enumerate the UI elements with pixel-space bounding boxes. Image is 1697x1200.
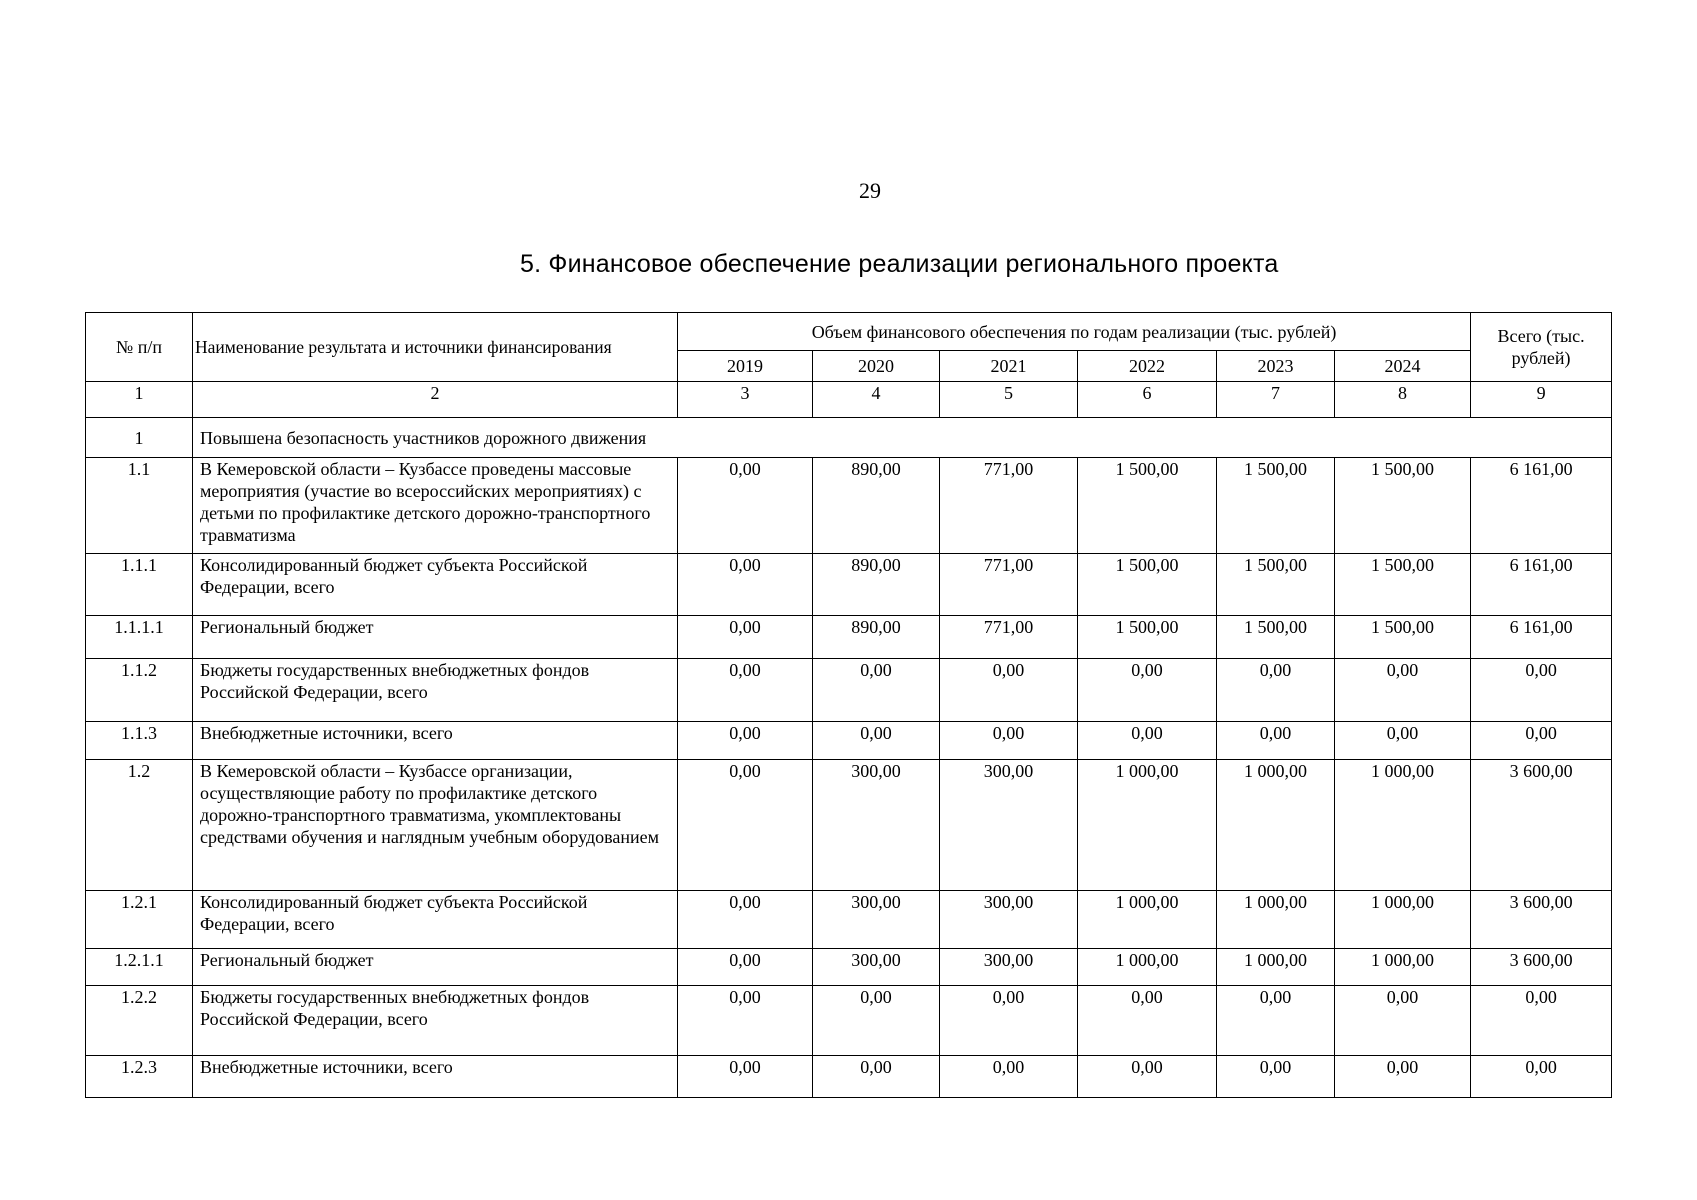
row-value: 1 500,00: [1078, 616, 1217, 659]
column-number: 5: [940, 382, 1078, 418]
row-value: 1 500,00: [1335, 554, 1471, 616]
section-name: Повышена безопасность участников дорожного движения: [193, 418, 1612, 458]
table-row: [86, 949, 1612, 986]
row-num: 1.1.1.1: [86, 616, 193, 659]
row-value: 1 500,00: [1335, 616, 1471, 659]
row-value: 0,00: [678, 949, 813, 986]
row-value: 0,00: [1217, 659, 1335, 722]
row-num: 1.1: [86, 458, 193, 554]
row-value: 0,00: [1078, 659, 1217, 722]
row-num: 1.1.3: [86, 722, 193, 760]
table-row: [86, 722, 1612, 760]
table-row: [86, 760, 1612, 891]
table-row: [86, 554, 1612, 616]
table-row: [86, 616, 1612, 659]
column-numbers-row: [86, 382, 1612, 418]
table-row: [86, 458, 1612, 554]
row-value: 0,00: [940, 659, 1078, 722]
section-title: 5. Финансовое обеспечение реализации регионального проекта: [520, 250, 1279, 278]
header-num: № п/п: [86, 313, 193, 382]
table-row: [86, 986, 1612, 1056]
row-num: 1.2.1.1: [86, 949, 193, 986]
column-number: 8: [1335, 382, 1471, 418]
column-number: 2: [193, 382, 678, 418]
row-value: 771,00: [940, 458, 1078, 554]
row-value: 890,00: [813, 616, 940, 659]
row-name: Консолидированный бюджет субъекта Российской Федерации, всего: [193, 891, 678, 949]
column-number: 3: [678, 382, 813, 418]
row-name: Региональный бюджет: [193, 949, 678, 986]
row-value: 0,00: [678, 722, 813, 760]
header-volume: Объем финансового обеспечения по годам реализации (тыс. рублей): [678, 313, 1471, 351]
row-value: 0,00: [940, 1056, 1078, 1098]
row-value: 0,00: [1078, 722, 1217, 760]
section-row: [86, 418, 1612, 458]
row-value: 1 000,00: [1217, 949, 1335, 986]
row-value: 0,00: [1078, 1056, 1217, 1098]
row-value: 1 000,00: [1078, 891, 1217, 949]
row-value: 1 500,00: [1217, 616, 1335, 659]
row-name: Бюджеты государственных внебюджетных фондов Российской Федерации, всего: [193, 986, 678, 1056]
row-value: 300,00: [813, 760, 940, 891]
row-name: Внебюджетные источники, всего: [193, 1056, 678, 1098]
header-year: 2020: [813, 351, 940, 382]
header-year: 2021: [940, 351, 1078, 382]
row-value: 1 000,00: [1335, 760, 1471, 891]
column-number: 9: [1471, 382, 1612, 418]
row-value: 1 500,00: [1078, 458, 1217, 554]
row-value: 0,00: [1335, 659, 1471, 722]
row-total: 3 600,00: [1471, 760, 1612, 891]
row-value: 1 000,00: [1335, 891, 1471, 949]
row-total: 0,00: [1471, 659, 1612, 722]
row-value: 1 500,00: [1078, 554, 1217, 616]
row-value: 0,00: [813, 722, 940, 760]
row-value: 1 000,00: [1217, 891, 1335, 949]
row-name: Бюджеты государственных внебюджетных фондов Российской Федерации, всего: [193, 659, 678, 722]
header-row-1: [86, 313, 1612, 351]
row-value: 1 000,00: [1078, 949, 1217, 986]
row-value: 0,00: [678, 616, 813, 659]
row-value: 300,00: [813, 949, 940, 986]
row-total: 6 161,00: [1471, 458, 1612, 554]
row-value: 0,00: [813, 986, 940, 1056]
row-name: Консолидированный бюджет субъекта Российской Федерации, всего: [193, 554, 678, 616]
header-year: 2024: [1335, 351, 1471, 382]
table-row: [86, 659, 1612, 722]
row-value: 1 000,00: [1078, 760, 1217, 891]
row-value: 0,00: [678, 760, 813, 891]
row-value: 890,00: [813, 554, 940, 616]
row-value: 0,00: [678, 1056, 813, 1098]
row-num: 1.2.1: [86, 891, 193, 949]
row-value: 771,00: [940, 554, 1078, 616]
row-value: 0,00: [1335, 1056, 1471, 1098]
row-value: 300,00: [940, 949, 1078, 986]
row-total: 6 161,00: [1471, 554, 1612, 616]
row-value: 300,00: [813, 891, 940, 949]
header-year: 2022: [1078, 351, 1217, 382]
row-value: 0,00: [1335, 986, 1471, 1056]
header-year: 2019: [678, 351, 813, 382]
row-total: 3 600,00: [1471, 891, 1612, 949]
row-value: 1 000,00: [1335, 949, 1471, 986]
row-value: 0,00: [1217, 1056, 1335, 1098]
row-value: 0,00: [678, 659, 813, 722]
row-value: 0,00: [940, 722, 1078, 760]
row-num: 1.2: [86, 760, 193, 891]
row-value: 0,00: [678, 458, 813, 554]
row-num: 1.1.1: [86, 554, 193, 616]
row-value: 300,00: [940, 891, 1078, 949]
table-row: [86, 1056, 1612, 1098]
row-total: 6 161,00: [1471, 616, 1612, 659]
row-total: 0,00: [1471, 1056, 1612, 1098]
header-year: 2023: [1217, 351, 1335, 382]
row-value: 0,00: [678, 986, 813, 1056]
table-row: [86, 891, 1612, 949]
financing-table: [85, 312, 1612, 1098]
column-number: 4: [813, 382, 940, 418]
row-value: 890,00: [813, 458, 940, 554]
row-value: 0,00: [1217, 986, 1335, 1056]
header-total: Всего (тыс. рублей): [1471, 313, 1612, 382]
row-name: В Кемеровской области – Кузбассе организации, осуществляющие работу по профилактике детского дорожно-транспортного травматизма, укомплектованы средствами обучения и наглядным учебным оборудованием: [193, 760, 678, 891]
row-value: 0,00: [813, 659, 940, 722]
page-number: 29: [859, 178, 881, 203]
header-name: Наименование результата и источники финансирования: [193, 313, 678, 382]
row-value: 0,00: [1217, 722, 1335, 760]
row-total: 0,00: [1471, 722, 1612, 760]
row-value: 771,00: [940, 616, 1078, 659]
row-value: 0,00: [940, 986, 1078, 1056]
row-value: 1 000,00: [1217, 760, 1335, 891]
row-value: 0,00: [1078, 986, 1217, 1056]
column-number: 7: [1217, 382, 1335, 418]
row-num: 1.2.2: [86, 986, 193, 1056]
row-name: Региональный бюджет: [193, 616, 678, 659]
row-total: 3 600,00: [1471, 949, 1612, 986]
column-number: 6: [1078, 382, 1217, 418]
row-name: В Кемеровской области – Кузбассе проведены массовые мероприятия (участие во всероссийских мероприятиях) с детьми по профилактике детского дорожно-транспортного травматизма: [193, 458, 678, 554]
row-value: 0,00: [678, 554, 813, 616]
row-num: 1.2.3: [86, 1056, 193, 1098]
column-number: 1: [86, 382, 193, 418]
row-value: 1 500,00: [1217, 554, 1335, 616]
row-value: 1 500,00: [1217, 458, 1335, 554]
row-total: 0,00: [1471, 986, 1612, 1056]
row-value: 0,00: [678, 891, 813, 949]
row-num: 1.1.2: [86, 659, 193, 722]
section-num: 1: [86, 418, 193, 458]
row-name: Внебюджетные источники, всего: [193, 722, 678, 760]
table-body: [86, 313, 1612, 1098]
row-value: 0,00: [813, 1056, 940, 1098]
row-value: 1 500,00: [1335, 458, 1471, 554]
row-value: 0,00: [1335, 722, 1471, 760]
row-value: 300,00: [940, 760, 1078, 891]
